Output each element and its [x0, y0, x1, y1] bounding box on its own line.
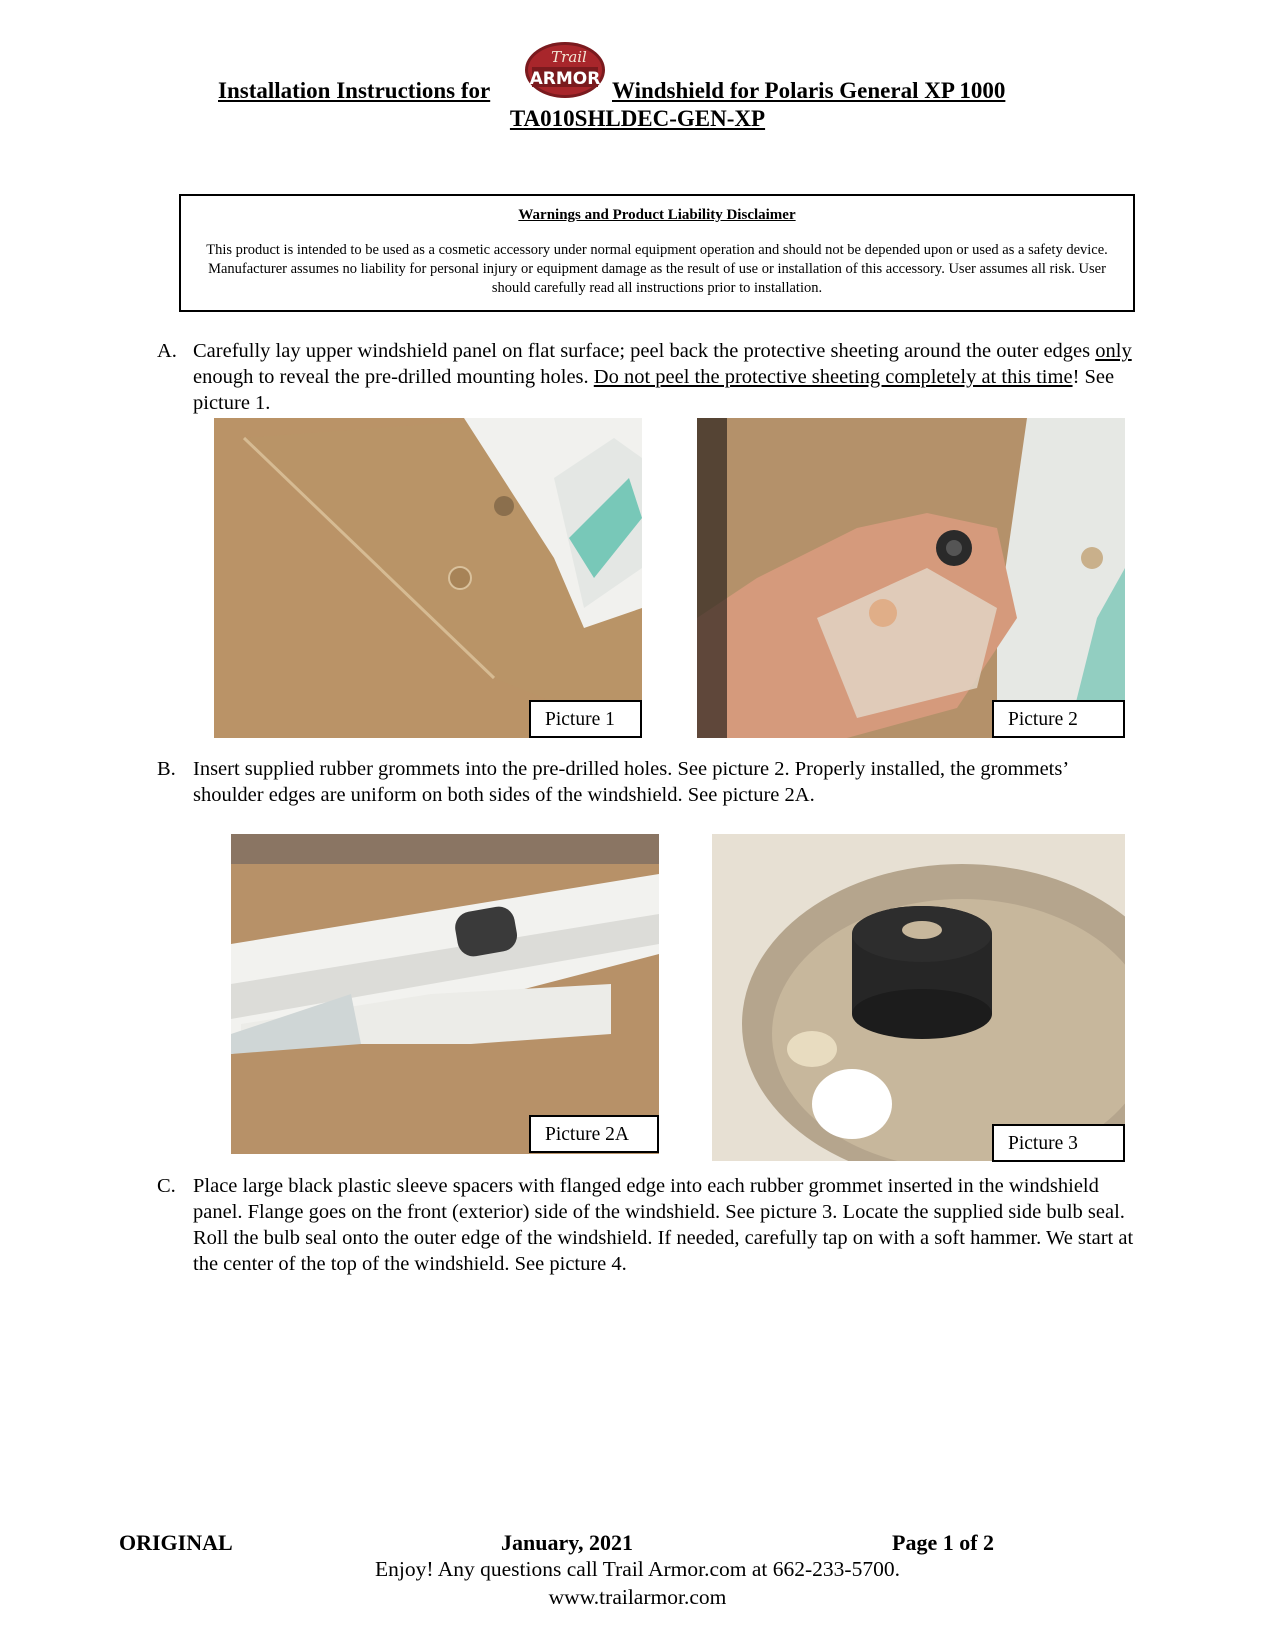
photo-picture-1 [214, 418, 642, 738]
step-b-letter: B. [157, 758, 176, 780]
step-c-letter: C. [157, 1175, 176, 1197]
step-c-text: Place large black plastic sleeve spacers with flanged edge into each rubber grommet inserted in the windshield panel. Flange goes on the front (exterior) side of the windshield. See picture 3. Locate the supplied side bulb seal. Roll the bulb seal onto the outer edge of the windshield. If needed, carefully tap on with a soft hammer. We start at the center of the top of the windshield. See picture 4. [193, 1175, 1134, 1275]
disclaimer-heading: Warnings and Product Liability Disclaimer [518, 207, 796, 223]
footer-status: ORIGINAL [119, 1530, 233, 1555]
trail-armor-logo [523, 40, 607, 100]
disclaimer-body: This product is intended to be used as a cosmetic accessory under normal equipment operation and should not be depended upon or used as a safety device. Manufacturer assumes no liability for personal injury or equipment damage as the result of use or installation of this accessory. User assumes all risk. User should carefully read all instructions prior to installation. [206, 242, 1108, 296]
title-prefix: Installation Instructions for [218, 78, 491, 103]
picture-3-caption: Picture 3 [992, 1124, 1125, 1162]
step-a-text: Carefully lay upper windshield panel on flat surface; peel back the protective sheeting around the outer edges only enough to reveal the pre-drilled mounting holes. Do not peel the protective sheeting completely at this time! See picture 1. [193, 340, 1132, 414]
photo-picture-2 [697, 418, 1125, 738]
picture-2-caption: Picture 2 [992, 700, 1125, 738]
footer-website[interactable]: www.trailarmor.com [548, 1585, 727, 1609]
picture-1-caption: Picture 1 [529, 700, 642, 738]
photo-picture-2a [231, 834, 659, 1154]
photo-picture-3 [712, 834, 1125, 1161]
logo-bottom-text: ARMOR [529, 69, 601, 89]
logo-top-text: Trail [551, 48, 587, 66]
footer-page-number: Page 1 of 2 [892, 1530, 995, 1555]
title-suffix: Windshield for Polaris General XP 1000 [612, 78, 1006, 103]
part-number: TA010SHLDEC-GEN-XP [509, 106, 766, 131]
step-a-letter: A. [157, 340, 177, 362]
step-b-text: Insert supplied rubber grommets into the pre-drilled holes. See picture 2. Properly installed, the grommets’ shoulder edges are uniform on both sides of the windshield. See picture 2A. [193, 758, 1068, 806]
footer-date: January, 2021 [501, 1530, 634, 1555]
footer-contact: Enjoy! Any questions call Trail Armor.com at 662-233-5700. [375, 1557, 900, 1581]
disclaimer-box [179, 194, 1135, 312]
picture-2a-caption: Picture 2A [529, 1115, 659, 1153]
